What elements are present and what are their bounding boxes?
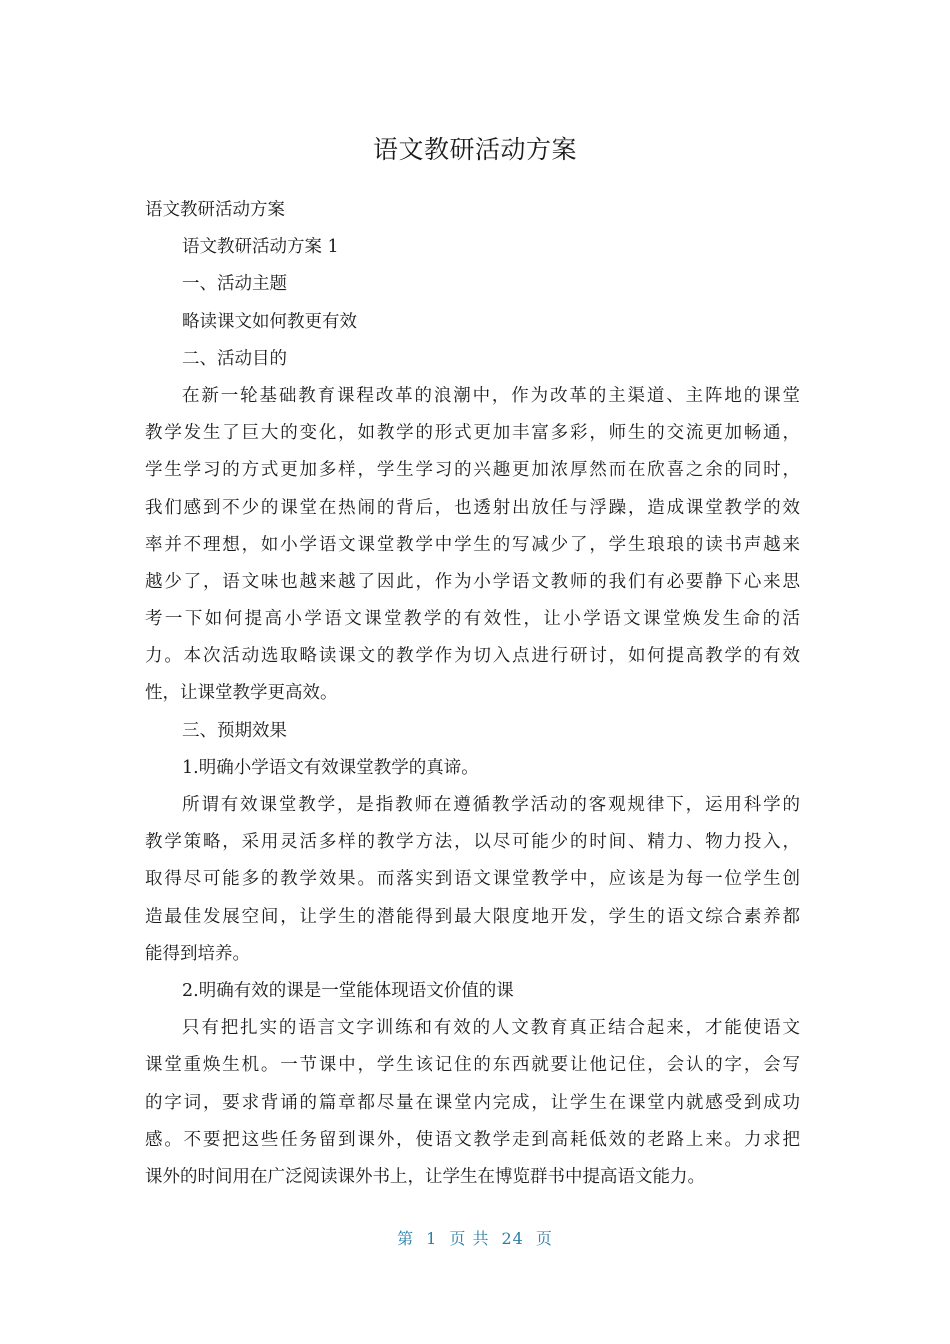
- footer-page-of: 页 共: [449, 1229, 490, 1248]
- doc-heading-purpose: 二、活动目的: [182, 348, 287, 369]
- doc-paragraph-line: 造最佳发展空间，让学生的潜能得到最大限度地开发，学生的语文综合素养都: [145, 906, 800, 927]
- footer-page-suffix: 页: [535, 1229, 553, 1248]
- doc-paragraph-line: 只有把扎实的语言文字训练和有效的人文教育真正结合起来，才能使语文: [182, 1018, 800, 1039]
- doc-paragraph-line: 所谓有效课堂教学，是指教师在遵循教学活动的客观规律下，运用科学的: [182, 795, 800, 815]
- doc-paragraph-line: 感。不要把这些任务留到课外，使语文教学走到高耗低效的老路上来。力求把: [145, 1129, 800, 1150]
- document-title: 语文教研活动方案: [372, 135, 577, 164]
- doc-heading-effect: 三、预期效果: [182, 720, 287, 741]
- doc-section-title: 语文教研活动方案 1: [182, 237, 339, 258]
- doc-paragraph-line: 取得尽可能多的教学效果。而落实到语文课堂教学中，应该是为每一位学生创: [145, 869, 800, 890]
- doc-paragraph-line: 教学发生了巨大的变化，如教学的形式更加丰富多彩，师生的交流更加畅通，: [145, 423, 800, 444]
- doc-paragraph-line: 课外的时间用在广泛阅读课外书上，让学生在博览群书中提高语文能力。: [145, 1166, 705, 1187]
- doc-paragraph-line: 在新一轮基础教育课程改革的浪潮中，作为改革的主渠道、主阵地的课堂: [182, 385, 800, 406]
- doc-paragraph-line: 的字词，要求背诵的篇章都尽量在课堂内完成，让学生在课堂内就感受到成功: [145, 1092, 800, 1113]
- page-footer: [0, 1226, 950, 1249]
- doc-text-line: 略读课文如何教更有效: [182, 311, 357, 332]
- doc-paragraph-line: 学生学习的方式更加多样，学生学习的兴趣更加浓厚然而在欣喜之余的同时，: [145, 460, 800, 481]
- doc-heading-theme: 一、活动主题: [182, 274, 287, 295]
- doc-subheading: 2.明确有效的课是一堂能体现语文价值的课: [182, 980, 514, 1001]
- doc-paragraph-line: 力。本次活动选取略读课文的教学作为切入点进行研讨，如何提高教学的有效: [145, 646, 800, 667]
- doc-paragraph-line: 课堂重焕生机。一节课中，学生该记住的东西就要让他记住，会认的字，会写: [145, 1055, 800, 1076]
- footer-current-page: 1: [426, 1229, 438, 1248]
- doc-paragraph-line: 考一下如何提高小学语文课堂教学的有效性，让小学语文课堂焕发生命的活: [145, 609, 800, 630]
- doc-subheading: 1.明确小学语文有效课堂教学的真谛。: [182, 757, 479, 778]
- footer-total-pages: 24: [501, 1229, 524, 1248]
- doc-paragraph-line: 性，让课堂教学更高效。: [145, 683, 338, 704]
- doc-paragraph-line: 我们感到不少的课堂在热闹的背后，也透射出放任与浮躁，造成课堂教学的效: [145, 497, 800, 518]
- footer-page-word: 第: [397, 1229, 415, 1248]
- doc-heading-line: 语文教研活动方案: [145, 200, 285, 220]
- doc-paragraph-line: 率并不理想，如小学语文课堂教学中学生的写减少了，学生琅琅的读书声越来: [145, 534, 800, 555]
- doc-paragraph-line: 能得到培养。: [145, 943, 250, 964]
- doc-paragraph-line: 越少了，语文味也越来越了因此，作为小学语文教师的我们有必要静下心来思: [145, 571, 800, 592]
- doc-paragraph-line: 教学策略，采用灵活多样的教学方法，以尽可能少的时间、精力、物力投入，: [145, 832, 800, 853]
- document-body: [145, 192, 800, 1196]
